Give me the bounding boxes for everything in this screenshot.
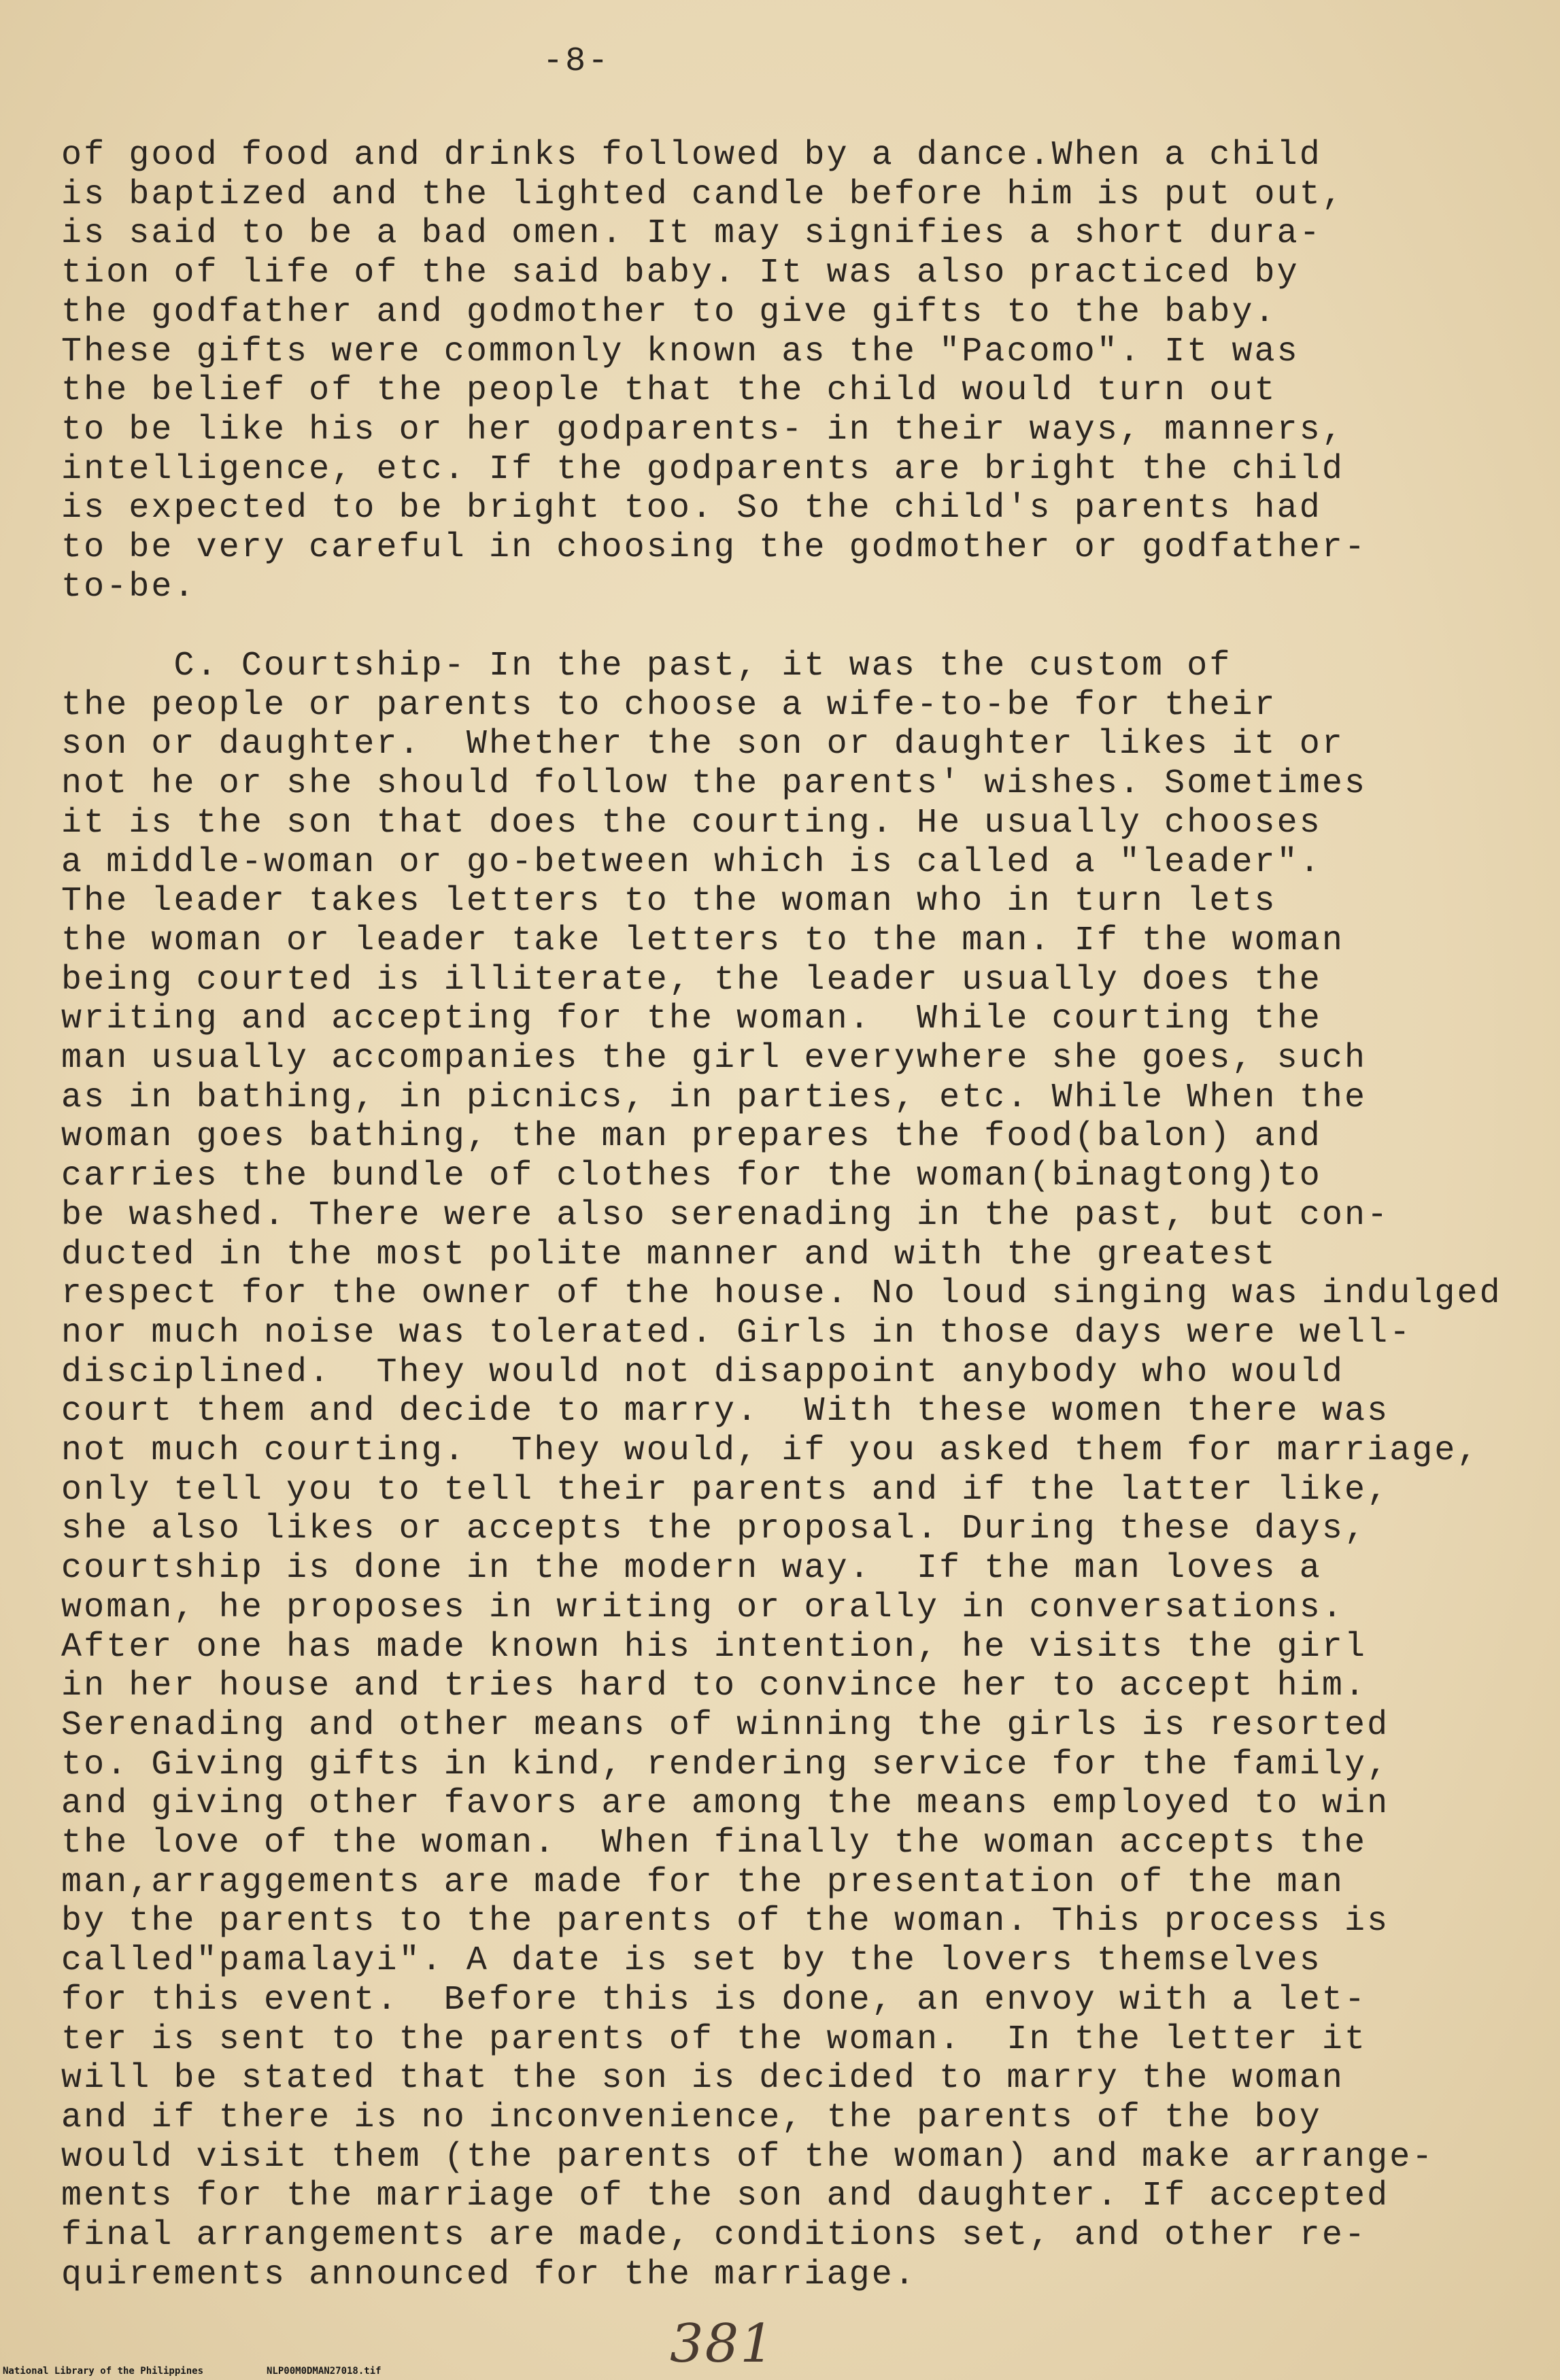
footer-filename: NLP00M0DMAN27018.tif bbox=[267, 2366, 381, 2377]
text-line: for this event. Before this is done, an envoy with a let- bbox=[61, 1981, 1368, 2020]
text-line: woman, he proposes in writing or orally in conversations. bbox=[61, 1588, 1344, 1627]
text-line: Serenading and other means of winning the girls is resorted bbox=[61, 1706, 1390, 1745]
page-number: -8- bbox=[543, 42, 611, 81]
text-line: to be very careful in choosing the godmother or godfather- bbox=[61, 528, 1368, 567]
handwritten-page-number: 381 bbox=[670, 2313, 775, 2375]
text-line: quirements announced for the marriage. bbox=[61, 2256, 917, 2294]
text-line: to-be. bbox=[61, 568, 197, 607]
text-line: C. Courtship- In the past, it was the custom of bbox=[61, 647, 1232, 685]
text-line: not much courting. They would, if you asked them for marriage, bbox=[61, 1431, 1480, 1470]
text-line: and if there is no inconvenience, the parents of the boy bbox=[61, 2098, 1322, 2137]
text-line: writing and accepting for the woman. While courting the bbox=[61, 1000, 1322, 1038]
text-line: is expected to be bright too. So the child's parents had bbox=[61, 489, 1322, 528]
footer-library-name: National Library of the Philippines bbox=[3, 2366, 204, 2377]
text-line: not he or she should follow the parents' wishes. Sometimes bbox=[61, 764, 1368, 803]
text-line: nor much noise was tolerated. Girls in those days were well- bbox=[61, 1314, 1412, 1353]
text-line: she also likes or accepts the proposal. During these days, bbox=[61, 1510, 1368, 1548]
text-line: be washed. There were also serenading in the past, but con- bbox=[61, 1196, 1390, 1235]
text-line: final arrangements are made, conditions set, and other re- bbox=[61, 2216, 1368, 2255]
text-line: the people or parents to choose a wife-to-be for their bbox=[61, 686, 1277, 725]
text-line: only tell you to tell their parents and if the latter like, bbox=[61, 1471, 1390, 1510]
text-line: ter is sent to the parents of the woman. In the letter it bbox=[61, 2020, 1368, 2059]
text-line: court them and decide to marry. With these women there was bbox=[61, 1392, 1390, 1431]
text-line: The leader takes letters to the woman who in turn lets bbox=[61, 882, 1277, 921]
text-line: as in bathing, in picnics, in parties, etc. While When the bbox=[61, 1078, 1368, 1117]
text-line: being courted is illiterate, the leader usually does the bbox=[61, 961, 1322, 1000]
text-line: will be stated that the son is decided to marry the woman bbox=[61, 2059, 1344, 2098]
text-line: the woman or leader take letters to the man. If the woman bbox=[61, 921, 1344, 960]
text-line: of good food and drinks followed by a dance.When a child bbox=[61, 136, 1322, 175]
text-line: the godfather and godmother to give gifts to the baby. bbox=[61, 293, 1277, 332]
text-line: carries the bundle of clothes for the woman(binagtong)to bbox=[61, 1157, 1322, 1195]
text-line: would visit them (the parents of the woman) and make arrange- bbox=[61, 2138, 1435, 2177]
text-line: intelligence, etc. If the godparents are bright the child bbox=[61, 450, 1344, 489]
text-line: called"pamalayi". A date is set by the lovers themselves bbox=[61, 1941, 1322, 1980]
text-line: it is the son that does the courting. He usually chooses bbox=[61, 804, 1322, 843]
text-line: the love of the woman. When finally the woman accepts the bbox=[61, 1824, 1368, 1863]
text-line: to. Giving gifts in kind, rendering service for the family, bbox=[61, 1746, 1390, 1784]
text-line: son or daughter. Whether the son or daughter likes it or bbox=[61, 725, 1344, 764]
text-line: man,arraggements are made for the presentation of the man bbox=[61, 1863, 1344, 1902]
text-line: man usually accompanies the girl everywhere she goes, such bbox=[61, 1039, 1368, 1078]
text-line: courtship is done in the modern way. If the man loves a bbox=[61, 1549, 1322, 1588]
text-line: tion of life of the said baby. It was also practiced by bbox=[61, 254, 1300, 292]
text-line: and giving other favors are among the means employed to win bbox=[61, 1784, 1390, 1823]
text-line: by the parents to the parents of the woman. This process is bbox=[61, 1902, 1390, 1941]
text-line: in her house and tries hard to convince her to accept him. bbox=[61, 1667, 1368, 1705]
text-line: to be like his or her godparents- in their ways, manners, bbox=[61, 411, 1344, 449]
text-line: ments for the marriage of the son and daughter. If accepted bbox=[61, 2177, 1390, 2215]
text-line: After one has made known his intention, he visits the girl bbox=[61, 1628, 1368, 1667]
text-line: is said to be a bad omen. It may signifies a short dura- bbox=[61, 214, 1322, 253]
text-line: These gifts were commonly known as the "Pacomo". It was bbox=[61, 333, 1300, 371]
text-line: ducted in the most polite manner and with the greatest bbox=[61, 1236, 1277, 1274]
text-line: respect for the owner of the house. No loud singing was indulged bbox=[61, 1274, 1502, 1313]
text-line: a middle-woman or go-between which is called a "leader". bbox=[61, 843, 1322, 882]
text-line: is baptized and the lighted candle before him is put out, bbox=[61, 175, 1344, 214]
text-line: disciplined. They would not disappoint anybody who would bbox=[61, 1353, 1344, 1392]
text-line: the belief of the people that the child would turn out bbox=[61, 371, 1277, 410]
text-line: woman goes bathing, the man prepares the food(balon) and bbox=[61, 1117, 1322, 1156]
